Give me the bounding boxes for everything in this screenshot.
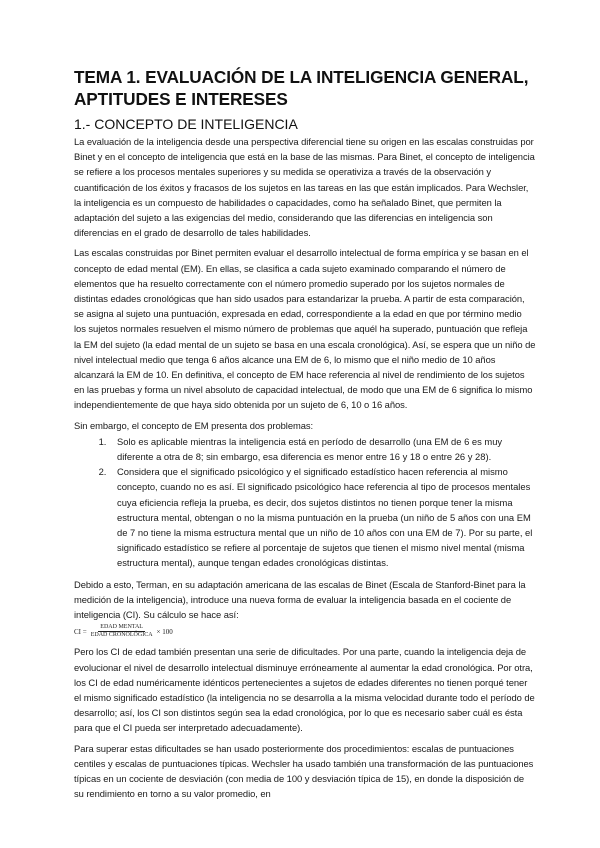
document-page [74,66,536,806]
document-title: TEMA 1. EVALUACIÓN DE LA INTELIGENCIA GENERAL, APTITUDES E INTERESES [74,67,529,109]
paragraph: Debido a esto, Terman, en su adaptación americana de las escalas de Binet (Escala de Stanford-Binet para la medición de la inteligencia), introduce una nueva forma de evaluar la inteligencia basada en el cociente de inteligencia (CI). Su cálculo se hace así: [74,578,526,621]
problems-list [74,434,536,571]
formula-lhs: CI = [74,627,87,636]
paragraph: Sin embargo, el concepto de EM presenta dos problemas: [74,419,314,431]
paragraph: La evaluación de la inteligencia desde una perspectiva diferencial tiene su origen en las escalas construidas por Binet y en el concepto de inteligencia que está en la base de las mismas. Para Binet, el concepto de inteligencia se refiere a los procesos mentales superiores y su medida se operativiza a través de la observación y cuantificación de los éxitos y fracasos de los sujetos en las tareas en las que están implicados. Para Wechsler, la inteligencia es un compuesto de habilidades o capacidades, como ha señalado Binet, que permiten la adaptación del sujeto a las exigencias del medio, considerando que las diferencias en inteligencia son diferencias en el grado de desarrollo de tales habilidades. [74,136,535,239]
list-item: 1. Solo es aplicable mientras la inteligencia está en período de desarrollo (una EM de 6 es muy diferente a otra de 8; sin embargo, esa diferencia es menor entre 16 y 18 o entre 26 y 28). [109,434,536,464]
iq-formula [74,623,536,640]
list-item: 2. Considera que el significado psicológico y el significado estadístico hacen referencia al mismo concepto, cuando no es así. El significado psicológico hace referencia al tipo de procesos mentales cuya eficiencia refleja la prueba, es decir, dos sujetos distintos no tienen porque tener la misma estructura mental, obtengan o no la misma puntuación en la prueba (un niño de 5 años con una EM de 7 no tiene la misma estructura mental que un niño de 10 años con una EM de 7). Por su parte, el significado estadístico se refiere al porcentaje de sujetos que tienen el mismo nivel mental (misma estructura mental), aunque tengan edades cronológicas distintas. [109,464,536,570]
section-heading: 1.- CONCEPTO DE INTELIGENCIA [74,116,298,132]
paragraph: Las escalas construidas por Binet permiten evaluar el desarrollo intelectual de forma empírica y se basan en el concepto de edad mental (EM). En ellas, se clasifica a cada sujeto examinado comparando el número de elementos que ha resuelto correctamente con el número promedio superado por los sujetos normales de distintas edades cronológicas que han sido usados para estandarizar la prueba. A partir de esta comparación, se asigna al sujeto una puntuación, expresada en edad, correspondiente a la edad en que por término medio los sujetos normales resuelven el mismo número de problemas que aquél ha superado, puntuación que refleja la EM del sujeto (la edad mental de un sujeto se basa en una escala cronológica). Así, se espera que un niño de nivel intelectual medio que tenga 6 años alcance una EM de 6, lo mismo que el niño medio de 10 años alcanzará la EM de 10. En definitiva, el concepto de EM hace referencia al nivel de rendimiento de los sujetos en las pruebas y forma un nivel absoluto de capacidad intelectual, de modo que una EM de 6 significa lo mismo independientemente de que haya sido obtenida por un sujeto de 6, 10 o 16 años. [74,247,536,411]
paragraph: Para superar estas dificultades se han usado posteriormente dos procedimientos: escalas de puntuaciones centiles y escalas de puntuaciones típicas. Wechsler ha usado también una transformación de las puntuaciones típicas en un cociente de desviación (con media de 100 y desviación típica de 15), en donde la disposición de su rendimiento en torno a su valor promedio, en [74,742,534,800]
formula-rhs: × 100 [156,627,173,636]
paragraph: Pero los CI de edad también presentan una serie de dificultades. Por una parte, cuando la inteligencia deja de evolucionar el nivel de desarrollo intelectual disminuye erróneamente al aumentar la edad cronológica. Por otra, los CI de edad numéricamente idénticos pertenecientes a sujetos de edades diferentes no tienen porqué tener el mismo significado estadístico (la inteligencia no se desarrolla a la misma velocidad durante todo el período de desarrollo; así, los CI son distintos según sea la edad cronológica, por lo que es necesario saber cuál es ésta para que el CI pueda ser interpretado adecuadamente). [74,646,535,734]
formula-numerator: EDAD MENTAL [100,624,143,631]
formula-denominator: EDAD CRONOLÓGICA [90,632,153,639]
formula-fraction [89,624,155,639]
